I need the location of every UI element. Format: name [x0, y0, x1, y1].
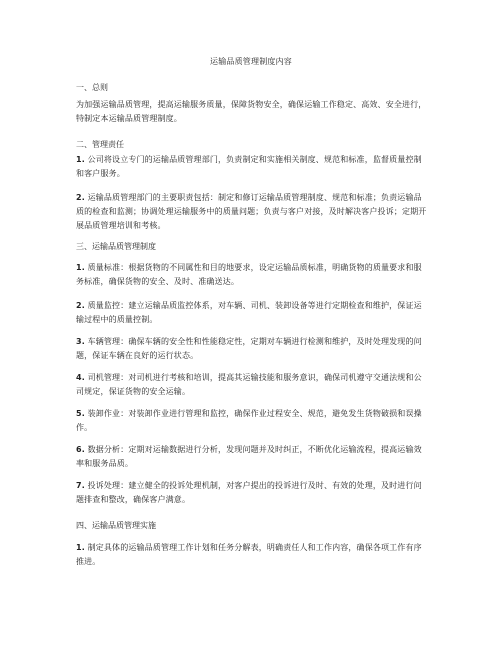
paragraph	[76, 443, 428, 471]
section-heading-system: 三、运输品质管理制度	[76, 242, 156, 251]
paragraph	[76, 98, 428, 126]
paragraph	[76, 479, 428, 507]
paragraph-text: 公司将设立专门的运输品质管理部门，负责制定和实施相关制度、规范和标准，监督质量控制和客户服务。	[76, 155, 422, 178]
paragraph	[76, 541, 428, 569]
paragraph-text: 数据分析：定期对运输数据进行分析，发现问题并及时纠正，不断优化运输流程，提高运输效率和服务品质。	[76, 445, 422, 468]
paragraph-number: 1.	[76, 263, 85, 272]
paragraph-number: 5.	[76, 409, 85, 418]
document-title: 运输品质管理制度内容	[210, 57, 292, 66]
paragraph	[76, 335, 428, 363]
section-heading-implementation: 四、运输品质管理实施	[76, 521, 156, 530]
paragraph-text: 制定具体的运输品质管理工作计划和任务分解表，明确责任人和工作内容，确保各项工作有序推进。	[76, 543, 422, 566]
paragraph-text: 车辆管理：确保车辆的安全性和性能稳定性，定期对车辆进行检测和维护，及时处理发现的问题，保证车辆在良好的运行状态。	[76, 337, 422, 360]
paragraph-text: 质量监控：建立运输品质监控体系，对车辆、司机、装卸设备等进行定期检查和维护，保证运输过程中的质量控制。	[76, 301, 422, 324]
paragraph-number: 1.	[76, 543, 85, 552]
paragraph-number: 1.	[76, 155, 85, 164]
paragraph-number: 2.	[76, 301, 85, 310]
paragraph	[76, 261, 428, 289]
paragraph-text: 运输品质管理部门的主要职责包括：制定和修订运输品质管理制度、规范和标准；负责运输品质的检查和监测；协调处理运输服务中的质量问题；负责与客户对接，及时解决客户投诉；定期开展品质管理培训和考核。	[76, 193, 427, 230]
paragraph-number: 3.	[76, 337, 85, 346]
paragraph-text: 司机管理：对司机进行考核和培训，提高其运输技能和服务意识，确保司机遵守交通法规和公司规定，保证货物的安全运输。	[76, 373, 422, 396]
paragraph-number: 2.	[76, 193, 85, 202]
paragraph-number: 7.	[76, 481, 85, 490]
paragraph-text: 投诉处理：建立健全的投诉处理机制，对客户提出的投诉进行及时、有效的处理，及时进行问题排查和整改，确保客户满意。	[76, 481, 422, 504]
paragraph-number: 6.	[76, 445, 85, 454]
paragraph	[76, 299, 428, 327]
paragraph-text: 装卸作业：对装卸作业进行管理和监控，确保作业过程安全、规范，避免发生货物破损和误操作。	[76, 409, 422, 432]
section-heading-responsibility: 二、管理责任	[76, 140, 124, 149]
paragraph	[76, 153, 428, 181]
paragraph-text: 为加强运输品质管理，提高运输服务质量，保障货物安全，确保运输工作稳定、高效、安全进行，特制定本运输品质管理制度。	[76, 100, 427, 123]
paragraph-number: 4.	[76, 373, 85, 382]
paragraph	[76, 191, 428, 233]
paragraph	[76, 407, 428, 435]
paragraph-text: 质量标准：根据货物的不同属性和目的地要求，设定运输品质标准，明确货物的质量要求和服务标准，确保货物的安全、及时、准确送达。	[76, 263, 422, 286]
section-heading-general: 一、总则	[76, 83, 108, 92]
paragraph	[76, 371, 428, 399]
